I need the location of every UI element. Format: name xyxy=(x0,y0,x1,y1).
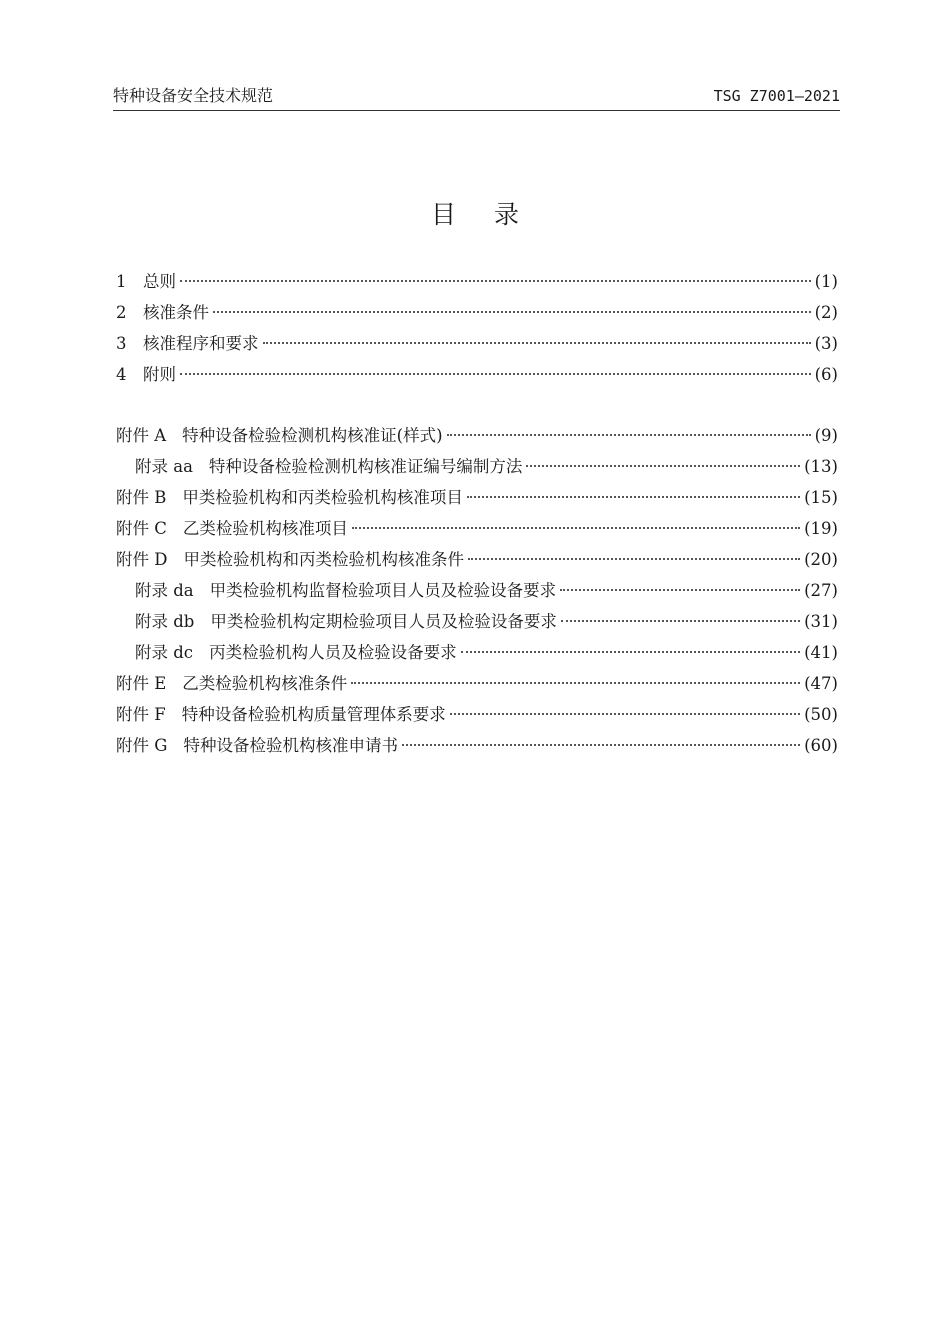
toc-entry[interactable] xyxy=(116,328,838,359)
dot-leader xyxy=(180,280,811,282)
toc-entry-page: (3) xyxy=(814,334,838,353)
dot-leader xyxy=(526,465,800,467)
toc-appendix-entry[interactable] xyxy=(116,420,838,451)
toc-subappendix-entry[interactable] xyxy=(116,606,838,637)
toc-appendix-title: 甲类检验机构监督检验项目人员及检验设备要求 xyxy=(209,581,557,600)
toc-main-chapters xyxy=(116,266,838,390)
dot-leader xyxy=(351,682,800,684)
toc-appendix-prefix: 附录 aa xyxy=(135,457,193,476)
dot-leader xyxy=(213,311,811,313)
toc-subappendix-entry[interactable] xyxy=(116,451,838,482)
toc-appendix-prefix: 附件 B xyxy=(116,488,167,507)
toc-appendix-title: 乙类检验机构核准项目 xyxy=(182,519,348,538)
toc-appendix-title: 特种设备检验机构质量管理体系要求 xyxy=(181,705,446,724)
header-spec-code: TSG Z7001—2021 xyxy=(713,87,840,105)
toc-appendix-page: (47) xyxy=(804,674,838,693)
toc-entry-title: 附则 xyxy=(143,365,176,384)
toc-entry-number: 2 xyxy=(116,303,127,322)
toc-appendix-title: 特种设备检验机构核准申请书 xyxy=(183,736,398,755)
dot-leader xyxy=(447,434,811,436)
toc-appendix-page: (19) xyxy=(804,519,838,538)
toc-subappendix-entry[interactable] xyxy=(116,637,838,668)
dot-leader xyxy=(352,527,800,529)
toc-appendix-entry[interactable] xyxy=(116,668,838,699)
toc-entry-page: (1) xyxy=(814,272,838,291)
toc-entry-title: 总则 xyxy=(143,272,176,291)
dot-leader xyxy=(402,744,800,746)
toc-appendix-entry[interactable] xyxy=(116,482,838,513)
toc-appendix-page: (15) xyxy=(804,488,838,507)
dot-leader xyxy=(263,342,811,344)
header-spec-title: 特种设备安全技术规范 xyxy=(113,86,274,105)
toc-entry-number: 4 xyxy=(116,365,127,384)
toc-appendix-title: 甲类检验机构和丙类检验机构核准项目 xyxy=(182,488,463,507)
toc-appendix-page: (9) xyxy=(814,426,838,445)
toc-appendix-title: 丙类检验机构人员及检验设备要求 xyxy=(209,643,457,662)
toc-appendix-page: (20) xyxy=(804,550,838,569)
dot-leader xyxy=(180,373,811,375)
toc-appendix-prefix: 附件 F xyxy=(116,705,166,724)
toc-appendix-entry[interactable] xyxy=(116,699,838,730)
dot-leader xyxy=(450,713,800,715)
toc-entry-title: 核准条件 xyxy=(143,303,209,322)
toc-appendix-prefix: 附件 G xyxy=(116,736,168,755)
toc-appendix-prefix: 附件 E xyxy=(116,674,167,693)
toc-appendices xyxy=(116,420,838,761)
toc-appendix-title: 特种设备检验检测机构核准证(样式) xyxy=(182,426,443,445)
dot-leader xyxy=(468,558,800,560)
toc-entry-page: (6) xyxy=(814,365,838,384)
toc-appendix-title: 特种设备检验检测机构核准证编号编制方法 xyxy=(208,457,523,476)
dot-leader xyxy=(560,589,800,591)
toc-appendix-title: 甲类检验机构定期检验项目人员及检验设备要求 xyxy=(210,612,557,631)
toc-appendix-prefix: 附录 dc xyxy=(135,643,194,662)
toc-appendix-prefix: 附录 da xyxy=(135,581,194,600)
toc-entry[interactable] xyxy=(116,266,838,297)
toc-appendix-entry[interactable] xyxy=(116,513,838,544)
toc-entry[interactable] xyxy=(116,297,838,328)
toc-entry-number: 3 xyxy=(116,334,127,353)
dot-leader xyxy=(467,496,800,498)
toc-appendix-entry[interactable] xyxy=(116,544,838,575)
toc-appendix-page: (60) xyxy=(804,736,838,755)
toc-appendix-title: 乙类检验机构核准条件 xyxy=(182,674,348,693)
toc-appendix-entry[interactable] xyxy=(116,730,838,761)
toc-entry-page: (2) xyxy=(814,303,838,322)
toc-appendix-prefix: 附件 D xyxy=(116,550,168,569)
dot-leader xyxy=(461,651,801,653)
toc-appendix-page: (31) xyxy=(804,612,838,631)
toc-entry-title: 核准程序和要求 xyxy=(143,334,259,353)
toc-appendix-page: (41) xyxy=(804,643,838,662)
toc-appendix-prefix: 附录 db xyxy=(135,612,195,631)
running-header xyxy=(113,86,840,111)
dot-leader xyxy=(561,620,800,622)
toc-appendix-prefix: 附件 C xyxy=(116,519,167,538)
toc-entry-number: 1 xyxy=(116,272,127,291)
toc-appendix-prefix: 附件 A xyxy=(116,426,167,445)
toc-title: 目录 xyxy=(430,200,557,229)
toc-appendix-page: (13) xyxy=(804,457,838,476)
toc-subappendix-entry[interactable] xyxy=(116,575,838,606)
toc-entry[interactable] xyxy=(116,359,838,390)
toc-appendix-title: 甲类检验机构和丙类检验机构核准条件 xyxy=(183,550,464,569)
toc-appendix-page: (27) xyxy=(804,581,838,600)
toc-appendix-page: (50) xyxy=(804,705,838,724)
